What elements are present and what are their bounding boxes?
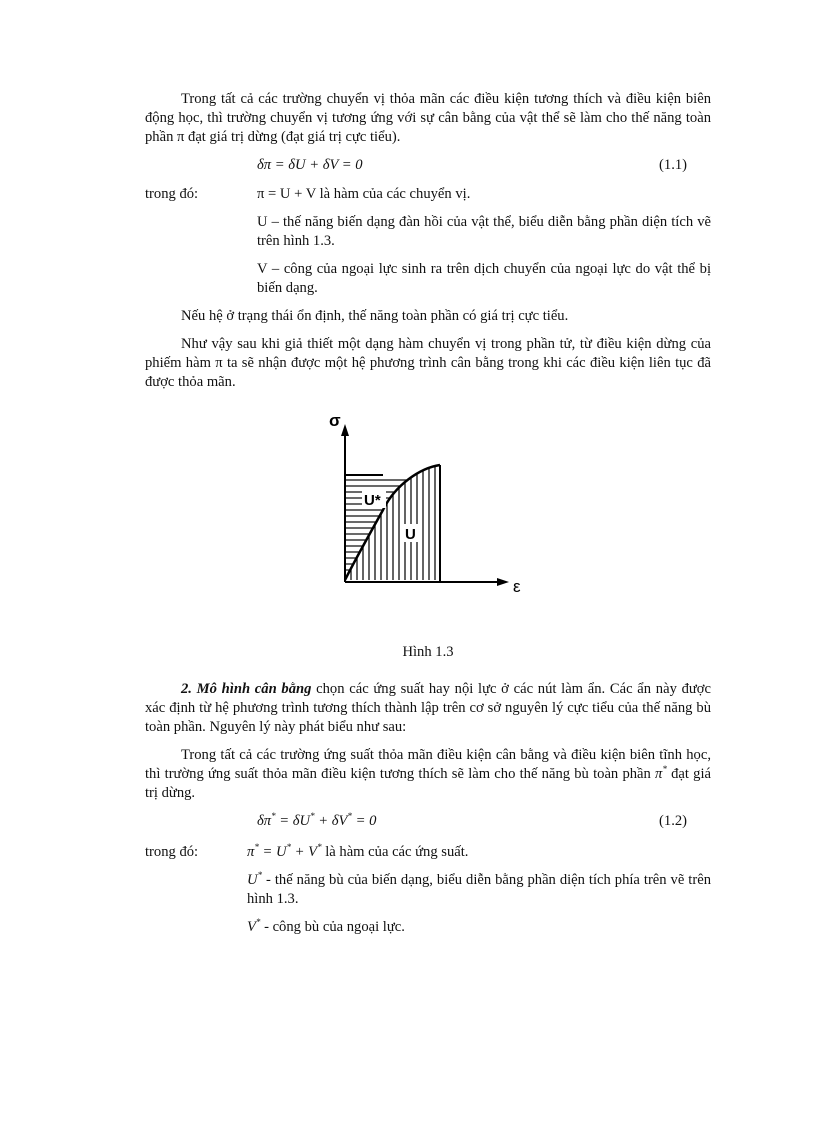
equation-1-1-number: (1.1) [659,157,687,173]
definition-pi-star [145,843,711,862]
stress-strain-diagram [325,410,525,610]
section-text: chọn các ứng suất hay nội lực ở các nút làm ẩn. Các ẩn này được xác định từ hệ phương trình tương thích thành lập trên cơ sở nguyên lý cực tiểu của thế năng bù toàn phần. Nguyên lý này phát biểu như sau: [145,681,711,735]
definition-pi [145,185,711,204]
lower-area-hatching [351,460,435,582]
upper-area-label: U* [364,492,381,509]
u-star-definition: U* - thế năng bù của biến dạng, biểu diễn bằng phần diện tích phía trên vẽ trên hình 1.3. [247,870,711,907]
where-label-2: trong đó: [145,844,199,860]
v-definition: V – công của ngoại lực sinh ra trên dịch chuyển của ngoại lực do vật thể bị biến dạng. [257,261,711,296]
equation-1-1-expression: δπ = δU + δV = 0 [257,157,363,173]
x-axis-arrow [497,578,509,586]
equation-1-2 [145,812,711,832]
document-page [145,90,711,937]
y-axis-arrow [341,424,349,436]
u-definition: U – thế năng biến dạng đàn hồi của vật thể, biểu diễn bằng phần diện tích vẽ trên hình 1.3. [257,214,711,249]
pi-definition: π = U + V là hàm của các chuyển vị. [257,186,471,202]
where-label: trong đó: [145,186,199,202]
paragraph-complementary-energy [145,746,711,803]
paragraph-minimum-potential-energy: Trong tất cả các trường chuyển vị thỏa mãn các điều kiện tương thích và điều kiện biên động học, thì trường chuyển vị tương ứng với sự cân bằng của vật thể sẽ làm cho thế năng toàn phần π đạt giá trị dừng (đạt giá trị cực tiểu). [145,91,711,145]
section-equilibrium-model [145,680,711,737]
figure-stress-strain [145,410,711,645]
pi-star-definition: π* = U* + V* là hàm của các ứng suất. [247,842,469,860]
para4-a: Trong tất cả các trường ứng suất thỏa mãn điều kiện cân bằng và điều kiện biên tĩnh học, thì trường ứng suất thỏa mãn điều kiện tương thích sẽ làm cho thế năng bù toàn phần [145,747,711,782]
paragraph-stationary-condition: Như vậy sau khi giả thiết một dạng hàm chuyển vị trong phần tử, từ điều kiện dừng của phiếm hàm π ta sẽ nhận được một hệ phương trình cân bằng trong khi các điều kiện liên tục đã được thỏa mãn. [145,336,711,390]
equation-1-2-expression: δπ* = δU* + δV* = 0 [257,811,377,829]
figure-caption: Hình 1.3 [402,644,454,660]
equation-1-1 [145,156,711,176]
section-title: 2. Mô hình cân bằng [181,681,312,697]
lower-area-label: U [405,526,416,543]
y-axis-label: σ [329,411,341,430]
x-axis-label: ε [513,577,521,596]
v-star-definition: V* - công bù của ngoại lực. [247,917,405,935]
para4-b: đạt giá trị dừng. [145,766,711,801]
paragraph-stable-state: Nếu hệ ở trạng thái ổn định, thế năng toàn phần có giá trị cực tiểu. [181,308,569,324]
pi-star-symbol: π* [655,764,667,782]
equation-1-2-number: (1.2) [659,813,687,829]
